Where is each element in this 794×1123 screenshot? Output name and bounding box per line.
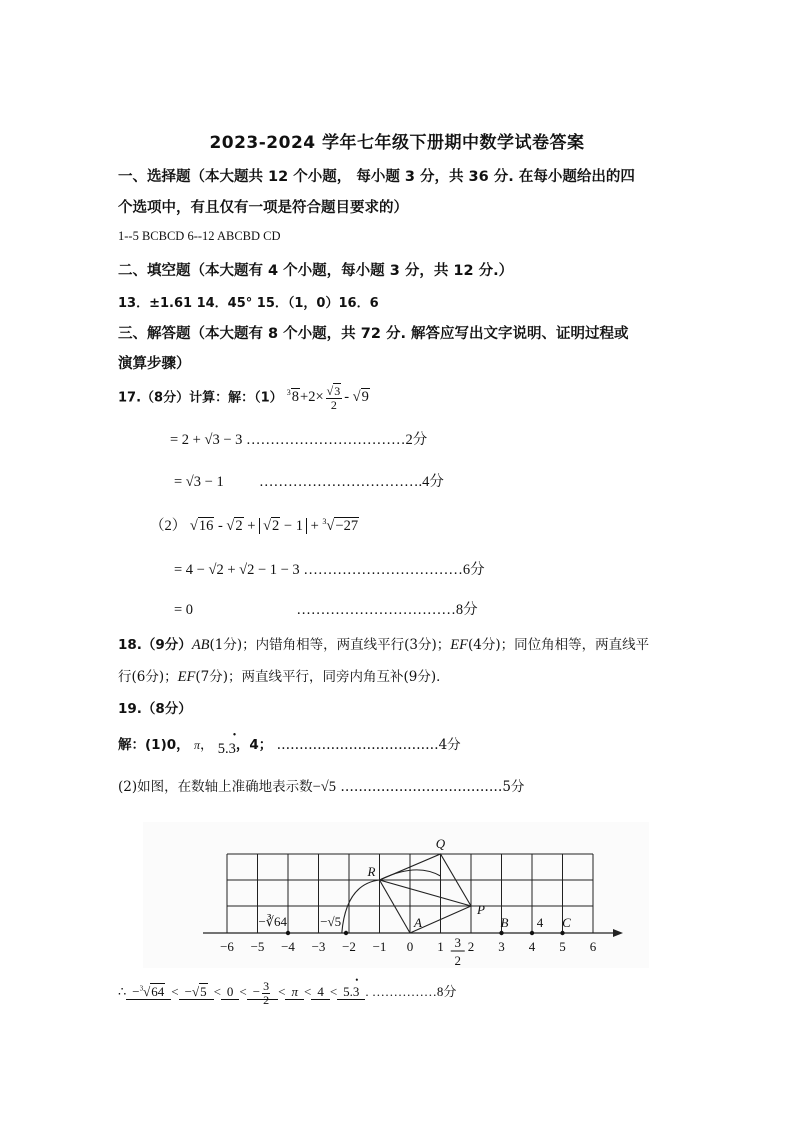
q17-frac-num: 3 (334, 384, 341, 398)
q19-part2-text: (2)如图，在数轴上准确地表示数 (118, 779, 313, 795)
q19-part2-num: −√5 (312, 779, 337, 795)
frac-den: 2 (454, 953, 461, 968)
tick-label: −3 (311, 939, 326, 954)
q17-step4-score: ……………………………8分 (296, 602, 478, 618)
q17-expression: $^3$8+2× $\frac{√3}{2}$ - √9 (286, 384, 369, 412)
tick-label: −2 (342, 939, 356, 954)
q18-ab: AB (191, 637, 210, 653)
q18-line1-b: (1分)；内错角相等，两直线平行(3分)； (209, 637, 451, 653)
label-b: B (500, 915, 509, 930)
q17-step1-score: ……………………………2分 (246, 432, 428, 448)
q19-conclusion-score: ……………8分 (371, 984, 457, 1000)
label-a: A (414, 915, 422, 930)
tick-label: 1 (437, 939, 444, 954)
q17-step2-score: …………………………….4分 (258, 474, 444, 490)
q18-line2-a: 行(6分)； (118, 669, 178, 685)
q19-part1-score: ………………………………4分 (276, 737, 461, 753)
q18-line1 (118, 633, 649, 654)
tick-label: −4 (281, 939, 295, 954)
axis-point (286, 931, 290, 935)
q19-label: 19.（8分） (118, 701, 192, 717)
q17-step1-expr: = 2 + √3 − 3 (170, 432, 243, 448)
q17-step4 (174, 598, 478, 619)
section1-heading-line1: 一、选择题（本大题共 12 个小题， 每小题 3 分，共 36 分. 在每小题给出的四 (118, 169, 635, 185)
section2-answers: 13．±1.61 14．45° 15．（1，0）16．6 (118, 296, 379, 311)
q17-step3 (174, 558, 485, 579)
axis-arrow (613, 929, 623, 937)
q19-part1-prefix: 解：(1)0， (118, 737, 190, 753)
q17-step4-expr: = 0 (174, 602, 194, 618)
figure-labels (220, 836, 597, 968)
q19-repeating-text: 5.3 (217, 741, 236, 757)
number-axis (203, 929, 623, 937)
axis-point (530, 931, 534, 935)
q18-ef2: EF (177, 669, 196, 685)
tick-label: −6 (220, 939, 234, 954)
segment-rp (380, 880, 472, 906)
q17-step1 (170, 428, 427, 449)
q17-label: 17.（8分）计算：解：（1） (118, 390, 283, 406)
q19-part2 (118, 775, 524, 796)
q19-part1: 解：(1)0， π， 5.3 • ，4； ………………………………4分 (118, 730, 461, 757)
q17-step3-expr: = 4 − √2 + √2 − 1 − 3 (174, 562, 300, 578)
label-c: C (562, 915, 571, 930)
annot-cuberoot64: −∛64 (258, 914, 288, 929)
frac-num: 3 (454, 935, 461, 950)
annot-4: 4 (536, 915, 544, 930)
q18-line2-b: (7分)；两直线平行，同旁内角互补(9分)． (195, 669, 450, 685)
axis-point (499, 931, 503, 935)
tick-label: −1 (372, 939, 387, 954)
q19-pi: π (193, 738, 200, 752)
q19-part2-score: ………………………………5分 (340, 779, 525, 795)
section3-heading-line2: 演算步骤） (118, 356, 191, 372)
tick-label: 0 (406, 939, 414, 954)
section3-heading-line1: 三、解答题（本大题有 8 个小题，共 72 分. 解答应写出文字说明、证明过程或 (118, 326, 629, 342)
section1-answers: 1--5 BCBCD 6--12 ABCBD CD (118, 229, 281, 243)
construction-lines (342, 854, 471, 933)
section1-heading-line2: 个选项中，有且仅有一项是符合题目要求的） (118, 200, 408, 216)
axis-point (344, 931, 348, 935)
annot-neg-sqrt5: −√5 (320, 914, 342, 929)
q17-step2 (174, 470, 444, 491)
label-p: P (477, 902, 485, 917)
tick-label: 2 (467, 939, 475, 954)
tick-label: 6 (589, 939, 597, 954)
q17-line (118, 385, 370, 411)
axis-point (560, 931, 564, 935)
tick-label: 3 (498, 939, 505, 954)
q17-part2: （2） √16 - √2 + √2 − 1 + $^3$√−27 (150, 517, 359, 534)
q18-line1-c: (4分)；同位角相等，两直线平 (468, 637, 650, 653)
q18-label: 18.（9分） (118, 637, 192, 653)
tick-label: −5 (250, 939, 265, 954)
number-line-figure (143, 822, 649, 968)
label-q: Q (435, 836, 446, 851)
page-title: 2023-2024 学年七年级下册期中数学试卷答案 (209, 133, 585, 153)
number-line-svg (143, 822, 649, 968)
q17-step2-expr: = √3 − 1 (174, 474, 224, 490)
q17-step3-score: ……………………………6分 (303, 562, 485, 578)
label-r: R (367, 864, 376, 879)
q19-part1-suffix: ，4； (235, 737, 273, 753)
tick-label: 4 (528, 939, 536, 954)
q18-ef1: EF (450, 637, 468, 653)
tick-label: 5 (559, 939, 566, 954)
q18-line2 (118, 665, 450, 686)
q19-repeating-decimal: 5.3 • (217, 730, 237, 757)
q19-conclusion: ∴ −$^3$√64 < −√5 < 0 < − $\frac{3}{2}$ < π < 4 < 5.3 • . ……………8分 (118, 975, 457, 1007)
q17-part2-label: （2） (150, 518, 187, 534)
section2-heading: 二、填空题（本大题有 4 个小题，每小题 3 分，共 12 分.） (118, 263, 514, 279)
